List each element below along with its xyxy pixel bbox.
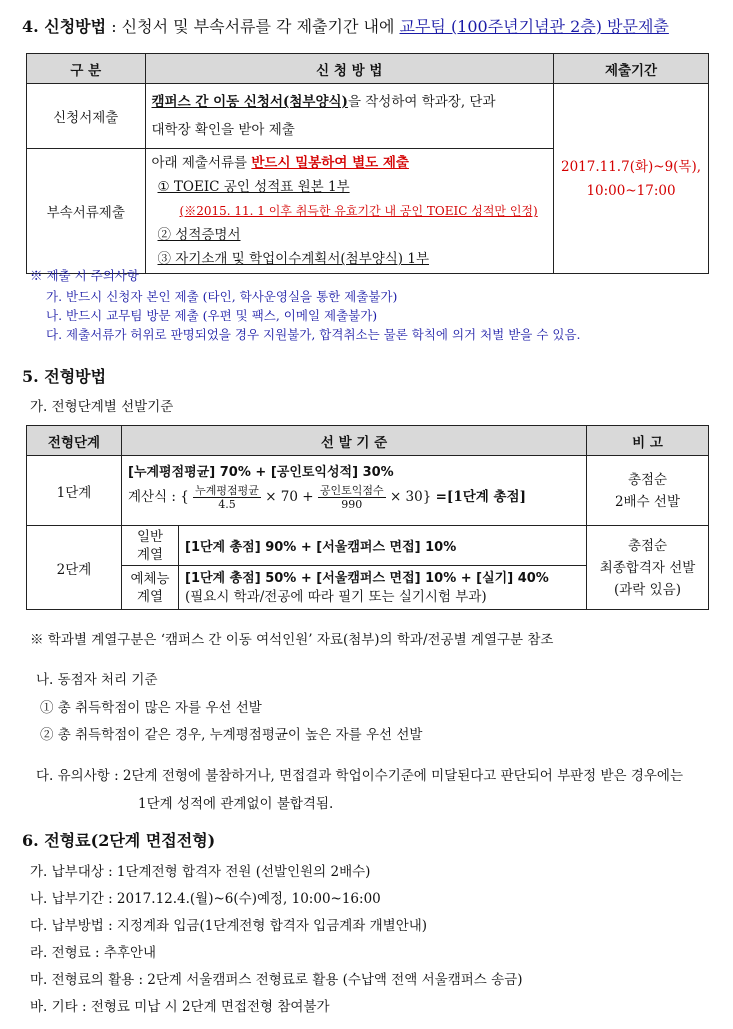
stage2-remark-line: 총점순 — [627, 537, 668, 554]
section4-location: 교무팀 (100주년기념관 2층) 방문제출 — [399, 17, 669, 36]
stage1-weights: [누계평점평균] 70% + [공인토익성적] 30% — [128, 465, 394, 480]
stage1-remarks — [587, 456, 709, 526]
stage1-remark-line: 2배수 선발 — [614, 493, 681, 510]
fee-item: 마. 전형료의 활용 : 2단계 서울캠퍼스 전형료로 활용 (수납액 전액 서울캠퍼스 송금) — [30, 972, 523, 988]
tie-rule: ① 총 취득학점이 많은 자를 우선 선발 — [40, 700, 262, 716]
section5-sub-a: 가. 전형단계별 선발기준 — [30, 399, 174, 415]
frac-toeic-denominator: 990 — [341, 498, 363, 511]
stage2-label: 2단계 — [27, 526, 122, 610]
header-category: 구 분 — [27, 54, 146, 84]
arts-track-label — [122, 566, 179, 610]
frac-gpa-denominator: 4.5 — [218, 498, 236, 511]
doc-item-study-plan: ③ 자기소개 및 학업이수계획서(첨부양식) 1부 — [157, 251, 429, 267]
header-stage: 전형단계 — [27, 426, 122, 456]
application-instruction: 을 작성하여 학과장, 단과 — [347, 94, 496, 110]
header-method: 신 청 방 법 — [145, 54, 554, 84]
row-application-label: 신청서제출 — [27, 84, 146, 149]
general-track-label — [122, 526, 179, 566]
track-classification-note: ※ 학과별 계열구분은 ‘캠퍼스 간 이동 여석인원’ 자료(첨부)의 학과/전공별 계열구분 참조 — [30, 632, 554, 648]
arts-track-criteria — [179, 566, 587, 610]
fee-item: 가. 납부대상 : 1단계전형 합격자 전원 (선발인원의 2배수) — [30, 864, 371, 880]
note-item: 다. 제출서류가 허위로 판명되었을 경우 지원불가, 합격취소는 물론 학칙에 의거 처벌 받을 수 있음. — [46, 327, 581, 342]
general-track-line: 일반 — [136, 528, 164, 545]
doc-item-toeic: ① TOEIC 공인 성적표 원본 1부 — [157, 179, 350, 195]
transfer-form-text: 캠퍼스 간 이동 신청서(첨부양식) — [151, 94, 348, 110]
submission-period — [554, 84, 709, 274]
application-table — [26, 53, 709, 274]
arts-track-line: 예체능 — [130, 570, 170, 587]
sealed-notice: 반드시 밀봉하여 별도 제출 — [251, 155, 409, 171]
doc-item-toeic-note: (※2015. 11. 1 이후 취득한 유효기간 내 공인 TOEIC 성적만 인정) — [179, 204, 538, 218]
fee-item: 바. 기타 : 전형료 미납 시 2단계 면접전형 참여불가 — [30, 999, 330, 1015]
period-date: 2017.11.7(화)~9(목), — [560, 158, 702, 175]
fee-item: 나. 납부기간 : 2017.12.4.(월)~6(수)예정, 10:00~16:00 — [30, 891, 381, 907]
general-track-criteria: [1단계 총점] 90% + [서울캠퍼스 면접] 10% — [179, 526, 587, 566]
period-time: 10:00~17:00 — [586, 182, 676, 199]
fee-item: 라. 전형료 : 추후안내 — [30, 945, 157, 961]
frac-gpa-numerator: 누계평점평균 — [195, 484, 259, 497]
stage1-formula — [128, 484, 580, 511]
note-item: 가. 반드시 신청자 본인 제출 (타인, 학사운영실을 통한 제출불가) — [46, 289, 398, 304]
row-application-method — [145, 84, 554, 149]
selection-table — [26, 425, 709, 610]
formula-fraction-gpa — [193, 484, 261, 511]
section5-title: 5. 전형방법 — [22, 367, 107, 386]
general-track-line: 계열 — [136, 546, 164, 563]
formula-fraction-toeic — [318, 484, 386, 511]
header-criteria: 선 발 기 준 — [122, 426, 587, 456]
row-documents-label: 부속서류제출 — [27, 149, 146, 274]
stage2-remarks — [587, 526, 709, 610]
doc-item-transcript: ② 성적증명서 — [157, 227, 241, 243]
formula-prefix: 계산식 : { — [128, 489, 189, 505]
row-documents-method — [145, 149, 554, 274]
tie-rule: ② 총 취득학점이 같은 경우, 누계평점평균이 높은 자를 우선 선발 — [40, 727, 423, 743]
stage2-remark-line: (과락 있음) — [614, 581, 681, 598]
caution-line: 1단계 성적에 관계없이 불합격됨. — [138, 796, 334, 812]
header-remarks: 비 고 — [587, 426, 709, 456]
stage1-label: 1단계 — [27, 456, 122, 526]
formula-result: =[1단계 총점] — [435, 489, 526, 505]
documents-intro: 아래 제출서류를 — [151, 155, 252, 171]
notes-title: ※ 제출 시 주의사항 — [30, 268, 139, 283]
stage2-remark-line: 최종합격자 선발 — [599, 559, 696, 576]
application-instruction-2: 대학장 확인을 받아 제출 — [151, 122, 295, 138]
caution-line: 다. 유의사항 : 2단계 전형에 불참하거나, 면접결과 학업이수기준에 미달된다고 판단되어 부판정 받은 경우에는 — [36, 768, 684, 784]
stage1-remark-line: 총점순 — [627, 471, 668, 488]
section4-desc: : 신청서 및 부속서류를 각 제출기간 내에 — [106, 17, 400, 36]
section6-title: 6. 전형료(2단계 면접전형) — [22, 831, 216, 850]
stage1-criteria — [122, 456, 587, 526]
header-period: 제출기간 — [554, 54, 709, 84]
arts-track-weights: [1단계 총점] 50% + [서울캠퍼스 면접] 10% + [실기] 40% — [185, 570, 549, 586]
formula-times-30: × 30} — [389, 489, 432, 505]
frac-toeic-numerator: 공인토익점수 — [319, 484, 384, 497]
formula-times-70: × 70 + — [265, 489, 314, 505]
section4-title — [22, 14, 669, 37]
arts-track-line: 계열 — [136, 588, 164, 605]
section4-heading: 4. 신청방법 — [22, 17, 107, 36]
section5-sub-b: 나. 동점자 처리 기준 — [36, 672, 158, 688]
arts-track-note: (필요시 학과/전공에 따라 필기 또는 실기시험 부과) — [185, 588, 487, 605]
fee-item: 다. 납부방법 : 지정계좌 입금(1단계전형 합격자 입금계좌 개별안내) — [30, 918, 428, 934]
note-item: 나. 반드시 교무팀 방문 제출 (우편 및 팩스, 이메일 제출불가) — [46, 308, 378, 323]
